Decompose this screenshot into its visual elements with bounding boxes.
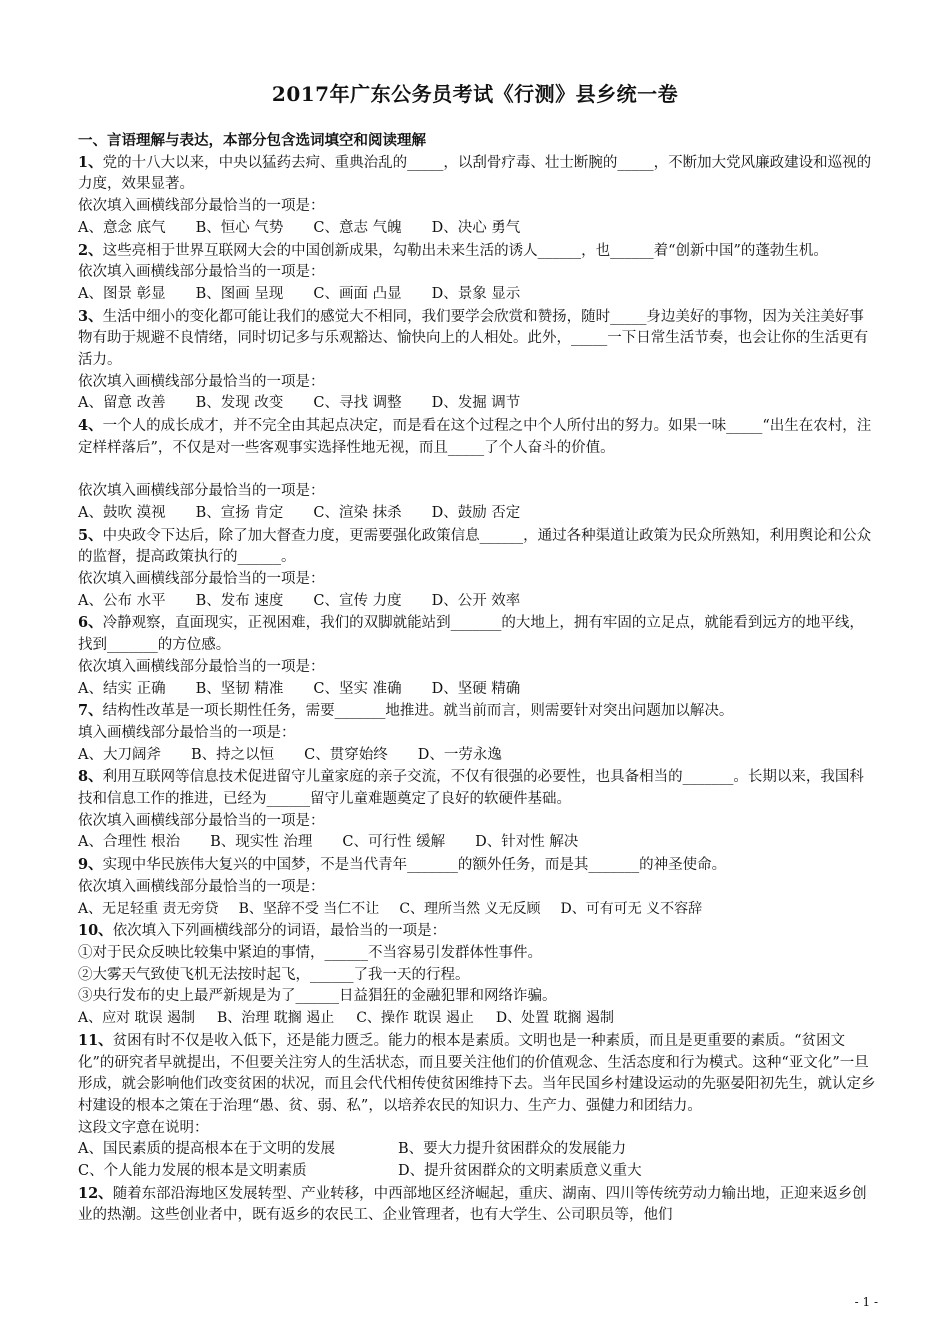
question-stem: 12、随着东部沿海地区发展转型、产业转移，中西部地区经济崛起，重庆、湖南、四川等传统劳动力输出地，正迎来返乡创业的热潮。这些创业者中，既有返乡的农民工、企业管理者，也有大学生、公司职员等，他们 [78, 1184, 867, 1224]
option: C、意志 气魄 [313, 219, 402, 236]
option: B、恒心 气势 [195, 219, 284, 236]
question-prompt: 这段文字意在说明： [78, 1119, 209, 1136]
question-prompt: 依次填入画横线部分最恰当的一项是： [78, 483, 325, 500]
option: A、无足轻重 责无旁贷 [78, 900, 219, 917]
option: B、要大力提升贫困群众的发展能力 [398, 1141, 627, 1158]
option: B、持之以恒 [190, 746, 275, 763]
option: A、国民素质的提高根本在于文明的发展 [78, 1141, 335, 1158]
option: D、处置 耽搁 遏制 [495, 1010, 614, 1027]
blank-line [78, 460, 878, 482]
option: D、发掘 调节 [431, 395, 521, 412]
option: C、渲染 抹杀 [313, 504, 402, 521]
question-number: 5、 [78, 526, 103, 544]
question-prompt: 依次填入画横线部分最恰当的一项是： [78, 571, 325, 588]
option: D、景象 显示 [431, 285, 521, 302]
question-number: 9、 [78, 856, 103, 874]
option: D、鼓励 否定 [431, 504, 521, 521]
question-prompt: 依次填入画横线部分最恰当的一项是： [78, 878, 325, 895]
option: C、可行性 缓解 [342, 834, 446, 851]
question-options [78, 218, 878, 240]
option: D、提升贫困群众的文明素质意义重大 [398, 1163, 642, 1180]
question-prompt: 填入画横线部分最恰当的一项是： [78, 724, 296, 741]
option: C、宣传 力度 [313, 592, 402, 609]
question-options [78, 1161, 878, 1183]
option: B、发现 改变 [195, 395, 284, 412]
question-options [78, 745, 878, 767]
question-stem: 10、依次填入下列画横线部分的词语，最恰当的一项是： [78, 922, 447, 940]
option: A、鼓吹 漠视 [78, 504, 166, 521]
question-number: 4、 [78, 417, 103, 435]
page-number: - 1 - [854, 1295, 878, 1309]
question-stem: 8、利用互联网等信息技术促进留守儿童家庭的亲子交流，不仅有很强的必要性，也具备相当的_______。长期以来，我国科技和信息工作的推进，已经为______留守儿童难题奠定了良好的软硬件基础。 [78, 768, 864, 808]
option: A、合理性 根治 [78, 834, 181, 851]
option: C、寻找 调整 [313, 395, 402, 412]
document-body [78, 130, 878, 1227]
option: A、意念 底气 [78, 219, 166, 236]
option: D、针对性 解决 [475, 834, 579, 851]
question-number: 6、 [78, 614, 103, 632]
option: B、治理 耽搁 遏止 [217, 1010, 335, 1027]
option: B、现实性 治理 [210, 834, 313, 851]
option: D、决心 勇气 [431, 219, 521, 236]
section-heading: 一、言语理解与表达，本部分包含选词填空和阅读理解 [78, 132, 426, 149]
question-number: 2、 [78, 241, 103, 259]
option: D、公开 效率 [431, 592, 521, 609]
question-options [78, 1008, 878, 1030]
question-number: 12、 [78, 1184, 113, 1202]
question-number: 3、 [78, 307, 103, 325]
option: A、留意 改善 [78, 395, 166, 412]
option: B、坚辞不受 当仁不让 [238, 900, 380, 917]
option: A、大刀阔斧 [78, 746, 161, 763]
question-options [78, 393, 878, 415]
option: A、应对 耽误 遏制 [78, 1010, 196, 1027]
question-number: 10、 [78, 922, 113, 940]
question-options [78, 832, 878, 854]
question-number: 1、 [78, 153, 103, 171]
option: A、公布 水平 [78, 592, 166, 609]
question-stem: 9、实现中华民族伟大复兴的中国梦，不是当代青年_______的额外任务，而是其_______的神圣使命。 [78, 856, 727, 874]
option: C、贯穿始终 [304, 746, 388, 763]
question-options [78, 1139, 878, 1161]
question-stem: 6、冷静观察，直面现实，正视困难，我们的双脚就能站到_______的大地上，拥有牢固的立足点，就能看到远方的地平线，找到_______的方位感。 [78, 614, 864, 654]
option: D、坚硬 精确 [431, 680, 521, 697]
option: C、画面 凸显 [313, 285, 402, 302]
option: D、一劳永逸 [417, 746, 502, 763]
question-options [78, 284, 878, 306]
question-stem: 3、生活中细小的变化都可能让我们的感觉大不相同，我们要学会欣赏和赞扬，随时_____身边美好的事物，因为关注美好事物有助于规避不良情绪，同时切记多与乐观豁达、愉快向上的人相处。此外，_____一下日常生活节奏，也会让你的生活更有活力。 [78, 307, 869, 369]
question-options [78, 591, 878, 613]
option: B、图画 呈现 [195, 285, 284, 302]
option: B、发布 速度 [195, 592, 284, 609]
option: C、个人能力发展的根本是文明素质 [78, 1163, 307, 1180]
document-title: 2017年广东公务员考试《行测》县乡统一卷 [271, 82, 679, 106]
sub-item: ①对于民众反映比较集中紧迫的事情，______不当容易引发群体性事件。 [78, 945, 542, 961]
question-number: 11、 [78, 1031, 113, 1049]
question-stem: 5、中央政令下达后，除了加大督查力度，更需要强化政策信息______，通过各种渠道让政策为民众所熟知，利用舆论和公众的监督，提高政策执行的______。 [78, 526, 872, 566]
option: C、坚实 准确 [313, 680, 402, 697]
question-number: 8、 [78, 768, 103, 786]
question-options [78, 899, 878, 921]
question-number: 7、 [78, 702, 103, 720]
question-prompt: 依次填入画横线部分最恰当的一项是： [78, 373, 325, 390]
question-stem: 7、结构性改革是一项长期性任务，需要_______地推进。就当前而言，则需要针对突出问题加以解决。 [78, 702, 734, 720]
question-options [78, 679, 878, 701]
option: C、理所当然 义无反顾 [399, 900, 541, 917]
question-prompt: 依次填入画横线部分最恰当的一项是： [78, 658, 325, 675]
option: A、图景 彰显 [78, 285, 166, 302]
question-stem: 11、贫困有时不仅是收入低下，还是能力匮乏。能力的根本是素质。文明也是一种素质，而且是更重要的素质。“贫困文化”的研究者早就提出，不但要关注穷人的生活状态，而且要关注他们的价值观念、生活态度和行为模式。这种“亚文化”一旦形成，就会影响他们改变贫困的状况，而且会代代相传使贫困维持下去。当年民国乡村建设运动的先驱晏阳初先生，就认定乡村建设的根本之策在于治理“愚、贫、弱、私”，以培养农民的知识力、生产力、强健力和团结力。 [78, 1031, 876, 1114]
question-options [78, 503, 878, 525]
sub-item: ②大雾天气致使飞机无法按时起飞，______了我一天的行程。 [78, 966, 470, 983]
sub-item: ③央行发布的史上最严新规是为了______日益猖狂的金融犯罪和网络诈骗。 [78, 988, 557, 1005]
question-prompt: 依次填入画横线部分最恰当的一项是： [78, 812, 325, 829]
option: A、结实 正确 [78, 680, 166, 697]
question-stem: 1、党的十八大以来，中央以猛药去疴、重典治乱的_____，以刮骨疗毒、壮士断腕的_____，不断加大党风廉政建设和巡视的力度，效果显著。 [78, 153, 872, 193]
option: C、操作 耽误 遏止 [356, 1010, 474, 1027]
option: D、可有可无 义不容辞 [560, 900, 703, 917]
question-prompt: 依次填入画横线部分最恰当的一项是： [78, 198, 325, 215]
option: B、坚韧 精准 [195, 680, 284, 697]
question-stem: 2、这些亮相于世界互联网大会的中国创新成果，勾勒出未来生活的诱人______，也______着“创新中国”的蓬勃生机。 [78, 241, 828, 259]
option: B、宣扬 肯定 [195, 504, 284, 521]
question-stem: 4、一个人的成长成才，并不完全由其起点决定，而是看在这个过程之中个人所付出的努力。如果一味_____“出生在农村，注定样样落后”，不仅是对一些客观事实选择性地无视，而且_____了个人奋斗的价值。 [78, 417, 872, 456]
question-prompt: 依次填入画横线部分最恰当的一项是： [78, 264, 325, 281]
